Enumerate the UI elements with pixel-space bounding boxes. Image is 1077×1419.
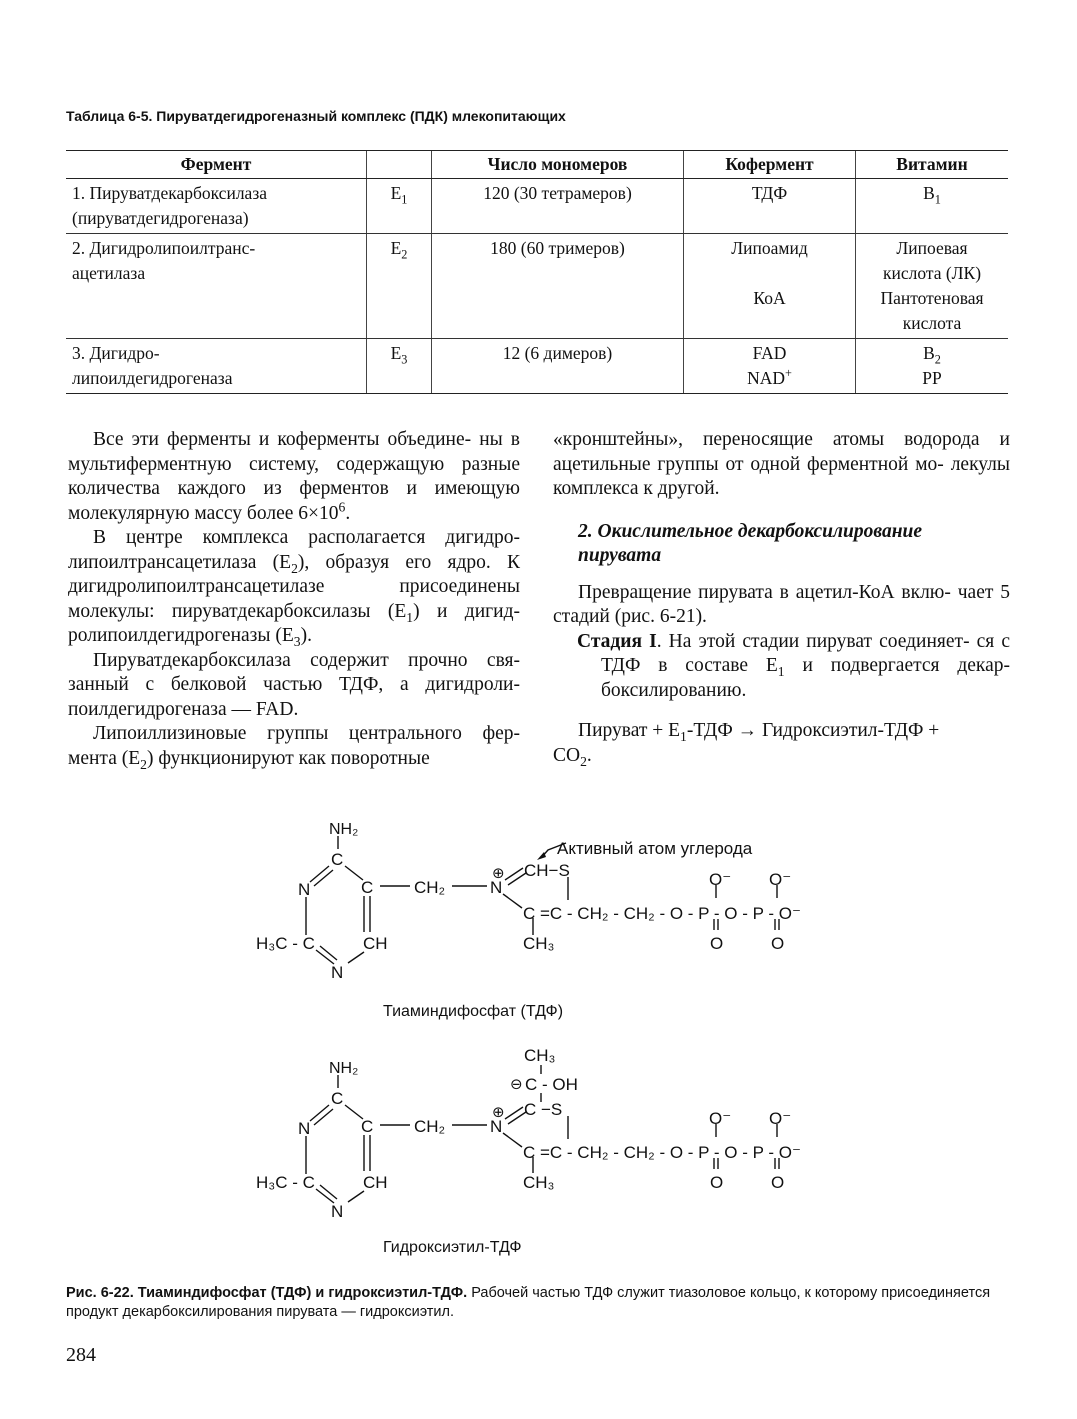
atom-label: C [331, 1089, 344, 1108]
atom-label: CH₂ [414, 878, 446, 897]
reaction-equation: Пируват + $E_1$-ТДФ → Гидроксиэтил-ТДФ + $CO_2$. [553, 720, 940, 769]
left-column [68, 428, 520, 771]
table-header-row [66, 151, 1008, 179]
monomers-cell: 180 (60 тримеров) [432, 234, 684, 339]
atom-label: O⁻ [709, 1109, 732, 1128]
atom-label: O [771, 1173, 785, 1192]
code-cell: $E_2$ [367, 234, 432, 339]
atom-label: CH₃ [524, 1046, 556, 1065]
paragraph: Превращение пирувата в ацетил-КоА вклю- чает 5 стадий (рис. 6-21). [553, 581, 1011, 627]
header-enzyme: Фермент [66, 151, 367, 179]
phosphate-chain: C =C - CH₂ - CH₂ - O - P - O - P - O⁻ [523, 904, 801, 923]
paragraph: Липоиллизиновые группы центрального фер- мента $(E_2)$ функционируют как поворотные [68, 723, 520, 772]
atom-label: C [331, 850, 344, 869]
atom-label: O [710, 934, 724, 953]
atom-label: O⁻ [709, 870, 732, 889]
atom-label: N [298, 1119, 311, 1138]
right-column [553, 428, 1010, 768]
monomers-cell: 12 (6 димеров) [432, 339, 684, 394]
atom-label: CH [363, 1173, 388, 1192]
header-code [367, 151, 432, 179]
atom-label: C - OH [525, 1075, 578, 1094]
header-vitamin: Витамин [856, 151, 1009, 179]
coenzyme-cell: FAD NAD+ [684, 339, 856, 394]
atom-label: CH [363, 934, 388, 953]
header-coenzyme: Кофермент [684, 151, 856, 179]
table-row [66, 179, 1008, 234]
section-heading: 2. Окислительное декарбоксилирование пирувата [578, 520, 923, 566]
atom-label: NH₂ [329, 821, 359, 838]
figure-caption: Рис. 6-22. Тиаминдифосфат (ТДФ) и гидроксиэтил-ТДФ. Рабочей частью ТДФ служит тиазоловое кольцо, к которому присоединяется продукт декарбоксилирования пирувата — гидроксиэтил. [66, 1285, 991, 1320]
atom-label: H₃C - C [256, 1173, 315, 1192]
minus-charge: ⊖ [510, 1076, 523, 1093]
phosphate-chain: C =C - CH₂ - CH₂ - O - P - O - P - O⁻ [523, 1143, 801, 1162]
atom-label: H₃C - C [256, 934, 315, 953]
hydroxyethyl-tdp-structure [256, 1046, 801, 1256]
coenzyme-cell: ТДФ [684, 179, 856, 234]
atom-label: CH₂ [414, 1117, 446, 1136]
stage-paragraph: Стадия I. На этой стадии пируват соединяет- ся с ТДФ в составе $E_1$ и подвергается декар- боксилированию. [577, 630, 1010, 701]
atom-label: N [490, 878, 503, 897]
stage-label: Стадия I [577, 630, 657, 652]
code-cell: $E_1$ [367, 179, 432, 234]
enzyme-cell: 1. Пируватдекарбоксилаза (пируватдегидрогеназа) [66, 179, 367, 234]
atom-label: C [361, 1117, 374, 1136]
tdp-structure [256, 821, 801, 1020]
paragraph: Пируватдекарбоксилаза содержит прочно свя- занный с белковой частью ТДФ, а дигидроли- поилдегидрогеназа — FAD. [68, 649, 520, 720]
enzyme-cell: 3. Дигидро- липоилдегидрогеназа [66, 339, 367, 394]
page-number: 284 [66, 1344, 96, 1366]
plus-charge: ⊕ [492, 1104, 505, 1121]
atom-label: CH₃ [523, 934, 555, 953]
coenzyme-cell: Липоамид КоА [684, 234, 856, 339]
atom-label: CH−S [524, 861, 570, 880]
enzyme-table [66, 150, 1008, 394]
header-monomers: Число мономеров [432, 151, 684, 179]
bond-lines [306, 836, 779, 1203]
paragraph: Все эти ферменты и коферменты объедине- ны в мультиферментную систему, содержащую разные количества каждого из ферментов и имеющую молекулярную массу более $6\times 10^6$. [68, 429, 521, 524]
paragraph: В центре комплекса располагается дигидро- липоилтрансацетилаза $(E_2)$, образуя его ядро. К дигидролипоилтрансацетилазе присоединены молекулы: пируватдекарбоксилазы $(E_1)$ и дигид- ролипоилдегидрогеназы $(E_3)$. [68, 527, 521, 649]
atom-label: O⁻ [769, 1109, 792, 1128]
active-carbon-annotation: Активный атом углерода [557, 839, 753, 858]
code-cell: $E_3$ [367, 339, 432, 394]
vitamin-cell: Липоевая кислота (ЛК) Пантотеновая кислота [856, 234, 1009, 339]
atom-label: N [490, 1117, 503, 1136]
atom-label: C [361, 878, 374, 897]
atom-label: CH₃ [523, 1173, 555, 1192]
paragraph: «кронштейны», переносящие атомы водорода и ацетильные группы от одной ферментной мо- лекулы комплекса к другой. [553, 429, 1010, 499]
tdp-label: Тиаминдифосфат (ТДФ) [383, 1003, 564, 1020]
vitamin-cell: $B_1$ [856, 179, 1009, 234]
atom-label: O [771, 934, 785, 953]
atom-label: NH₂ [329, 1060, 359, 1077]
table-caption: Таблица 6-5. Пируватдегидрогеназный комплекс (ПДК) млекопитающих [66, 108, 566, 124]
arrow-icon [537, 852, 546, 860]
table-row [66, 339, 1008, 394]
vitamin-cell: $B_2$ PP [856, 339, 1009, 394]
monomers-cell: 120 (30 тетрамеров) [432, 179, 684, 234]
atom-label: N [331, 963, 344, 982]
plus-charge: ⊕ [492, 865, 505, 882]
atom-label: C −S [524, 1100, 563, 1119]
table-row [66, 234, 1008, 339]
atom-label: O [710, 1173, 724, 1192]
atom-label: O⁻ [769, 870, 792, 889]
atom-label: N [331, 1202, 344, 1221]
hydroxyethyl-tdp-label: Гидроксиэтил-ТДФ [383, 1239, 522, 1256]
enzyme-cell: 2. Дигидролипоилтранс- ацетилаза [66, 234, 367, 339]
atom-label: N [298, 880, 311, 899]
